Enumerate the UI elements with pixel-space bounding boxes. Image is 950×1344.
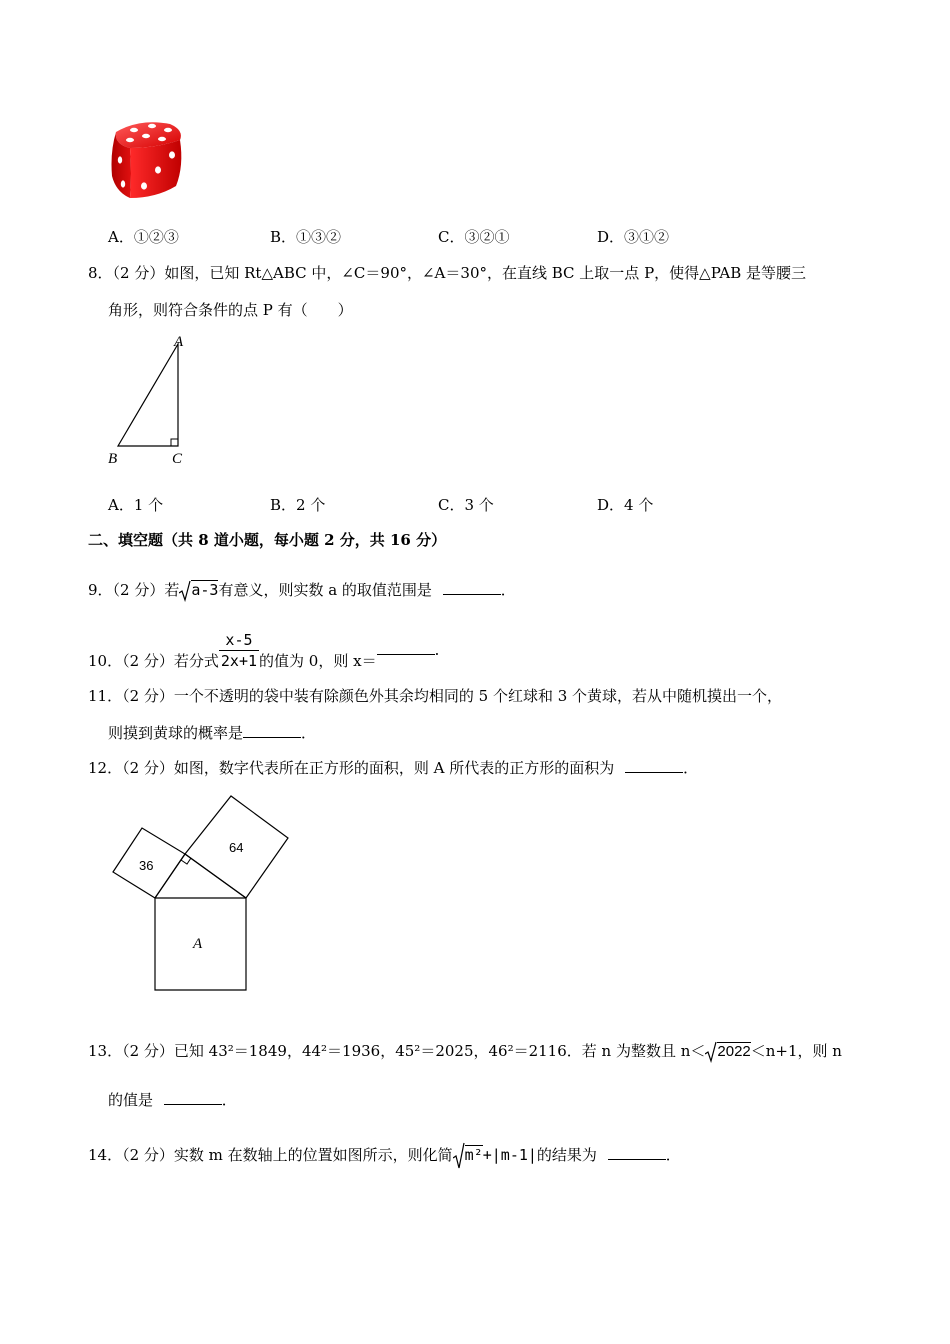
q13-question-line2: 的值是 ． xyxy=(108,1091,237,1109)
label-c: C xyxy=(172,451,183,467)
q10-numerator: x-5 xyxy=(219,630,259,651)
q14-question: 14．（2 分）实数 m 在数轴上的位置如图所示，则化简 m²+|m-1|的结果为 ． xyxy=(88,1142,681,1170)
q14-middle: +|m-1| xyxy=(482,1146,537,1164)
q9-question: 9．（2 分）若 a-3有意义，则实数 a 的取值范围是 ． xyxy=(88,580,516,602)
q12-text: 12．（2 分）如图，数字代表所在正方形的面积，则 A 所代表的正方形的面积为 xyxy=(88,759,615,777)
q8-option-d: D．4 个 xyxy=(597,496,654,514)
q10-fraction xyxy=(219,630,259,671)
square-36-label: 36 xyxy=(139,858,154,873)
q10-question: 10．（2 分）若分式 $\frac{x-5}{2x+1}$ 的值为 0，则 x＝． xyxy=(88,624,450,671)
q11-question-line2: 则摸到黄球的概率是 xyxy=(108,724,244,742)
q14-answer-blank[interactable] xyxy=(608,1145,666,1160)
section2-title: 二、填空题（共 8 道小题，每小题 2 分，共 16 分） xyxy=(88,531,447,549)
q13-sqrt xyxy=(705,1041,750,1063)
q13-line2-text: 的值是 xyxy=(108,1091,154,1109)
q9-answer-blank[interactable] xyxy=(443,580,501,595)
q10-prefix: 10．（2 分）若分式 xyxy=(88,652,219,670)
q8-option-b: B．2 个 xyxy=(270,496,326,514)
q14-sqrt xyxy=(453,1142,483,1170)
q13-answer-blank[interactable] xyxy=(164,1090,222,1105)
q11-answer-blank[interactable] xyxy=(243,723,301,738)
q10-denominator: 2x+1 xyxy=(220,652,258,670)
right-angle-mark xyxy=(181,858,191,864)
q12-question: 12．（2 分）如图，数字代表所在正方形的面积，则 A 所代表的正方形的面积为 ． xyxy=(88,759,699,777)
q13-radicand: 2022 xyxy=(717,1043,751,1060)
dice-image xyxy=(108,118,188,202)
q7-option-a: A．①②③ xyxy=(108,228,179,246)
q13-line1-end: ＜n+1，则 n xyxy=(750,1042,842,1060)
q14-suffix: 的结果为 xyxy=(536,1146,597,1164)
square-64-label: 64 xyxy=(229,840,244,855)
q14-radicand: m² xyxy=(464,1146,483,1164)
label-a: A xyxy=(174,334,184,350)
q13-question-line1 xyxy=(88,1041,842,1063)
q9-prefix: 9．（2 分）若 xyxy=(88,581,180,599)
q9-radicand: a-3 xyxy=(191,581,219,599)
right-angle-mark xyxy=(171,439,178,446)
q12-squares-figure xyxy=(105,790,300,1000)
q14-prefix: 14．（2 分）实数 m 在数轴上的位置如图所示，则化简 xyxy=(88,1146,453,1164)
triangle-abc xyxy=(118,344,178,446)
q8-question-line1: 8．（2 分）如图，已知 Rt△ABC 中，∠C＝90°，∠A＝30°，在直线 BC 上取一点 P，使得△PAB 是等腰三 xyxy=(88,264,807,282)
q7-option-d: D．③①② xyxy=(597,228,670,246)
q13-line1-text: 13．（2 分）已知 43²＝1849，44²＝1936，45²＝2025，46²＝2116．若 n 为整数且 n＜ xyxy=(88,1042,706,1060)
q10-answer-blank[interactable] xyxy=(377,640,435,655)
q9-suffix: 有意义，则实数 a 的取值范围是 xyxy=(218,581,432,599)
square-a-label: A xyxy=(193,936,203,952)
q9-sqrt xyxy=(179,580,218,602)
q8-question-line2: 角形，则符合条件的点 P 有（ ） xyxy=(108,301,353,319)
q8-option-c: C．3 个 xyxy=(438,496,494,514)
q11-question-line2-wrap: 则摸到黄球的概率是 ． xyxy=(108,724,317,742)
q10-suffix: 的值为 0，则 x＝ xyxy=(259,652,377,670)
q11-question-line1: 11．（2 分）一个不透明的袋中装有除颜色外其余均相同的 5 个红球和 3 个黄球，若从中随机摸出一个， xyxy=(88,687,783,705)
q8-option-a: A．1 个 xyxy=(108,496,164,514)
q8-triangle-figure xyxy=(100,330,200,470)
q12-answer-blank[interactable] xyxy=(625,758,683,773)
q7-option-c: C．③②① xyxy=(438,228,510,246)
label-b: B xyxy=(108,451,118,467)
q7-option-b: B．①③② xyxy=(270,228,342,246)
